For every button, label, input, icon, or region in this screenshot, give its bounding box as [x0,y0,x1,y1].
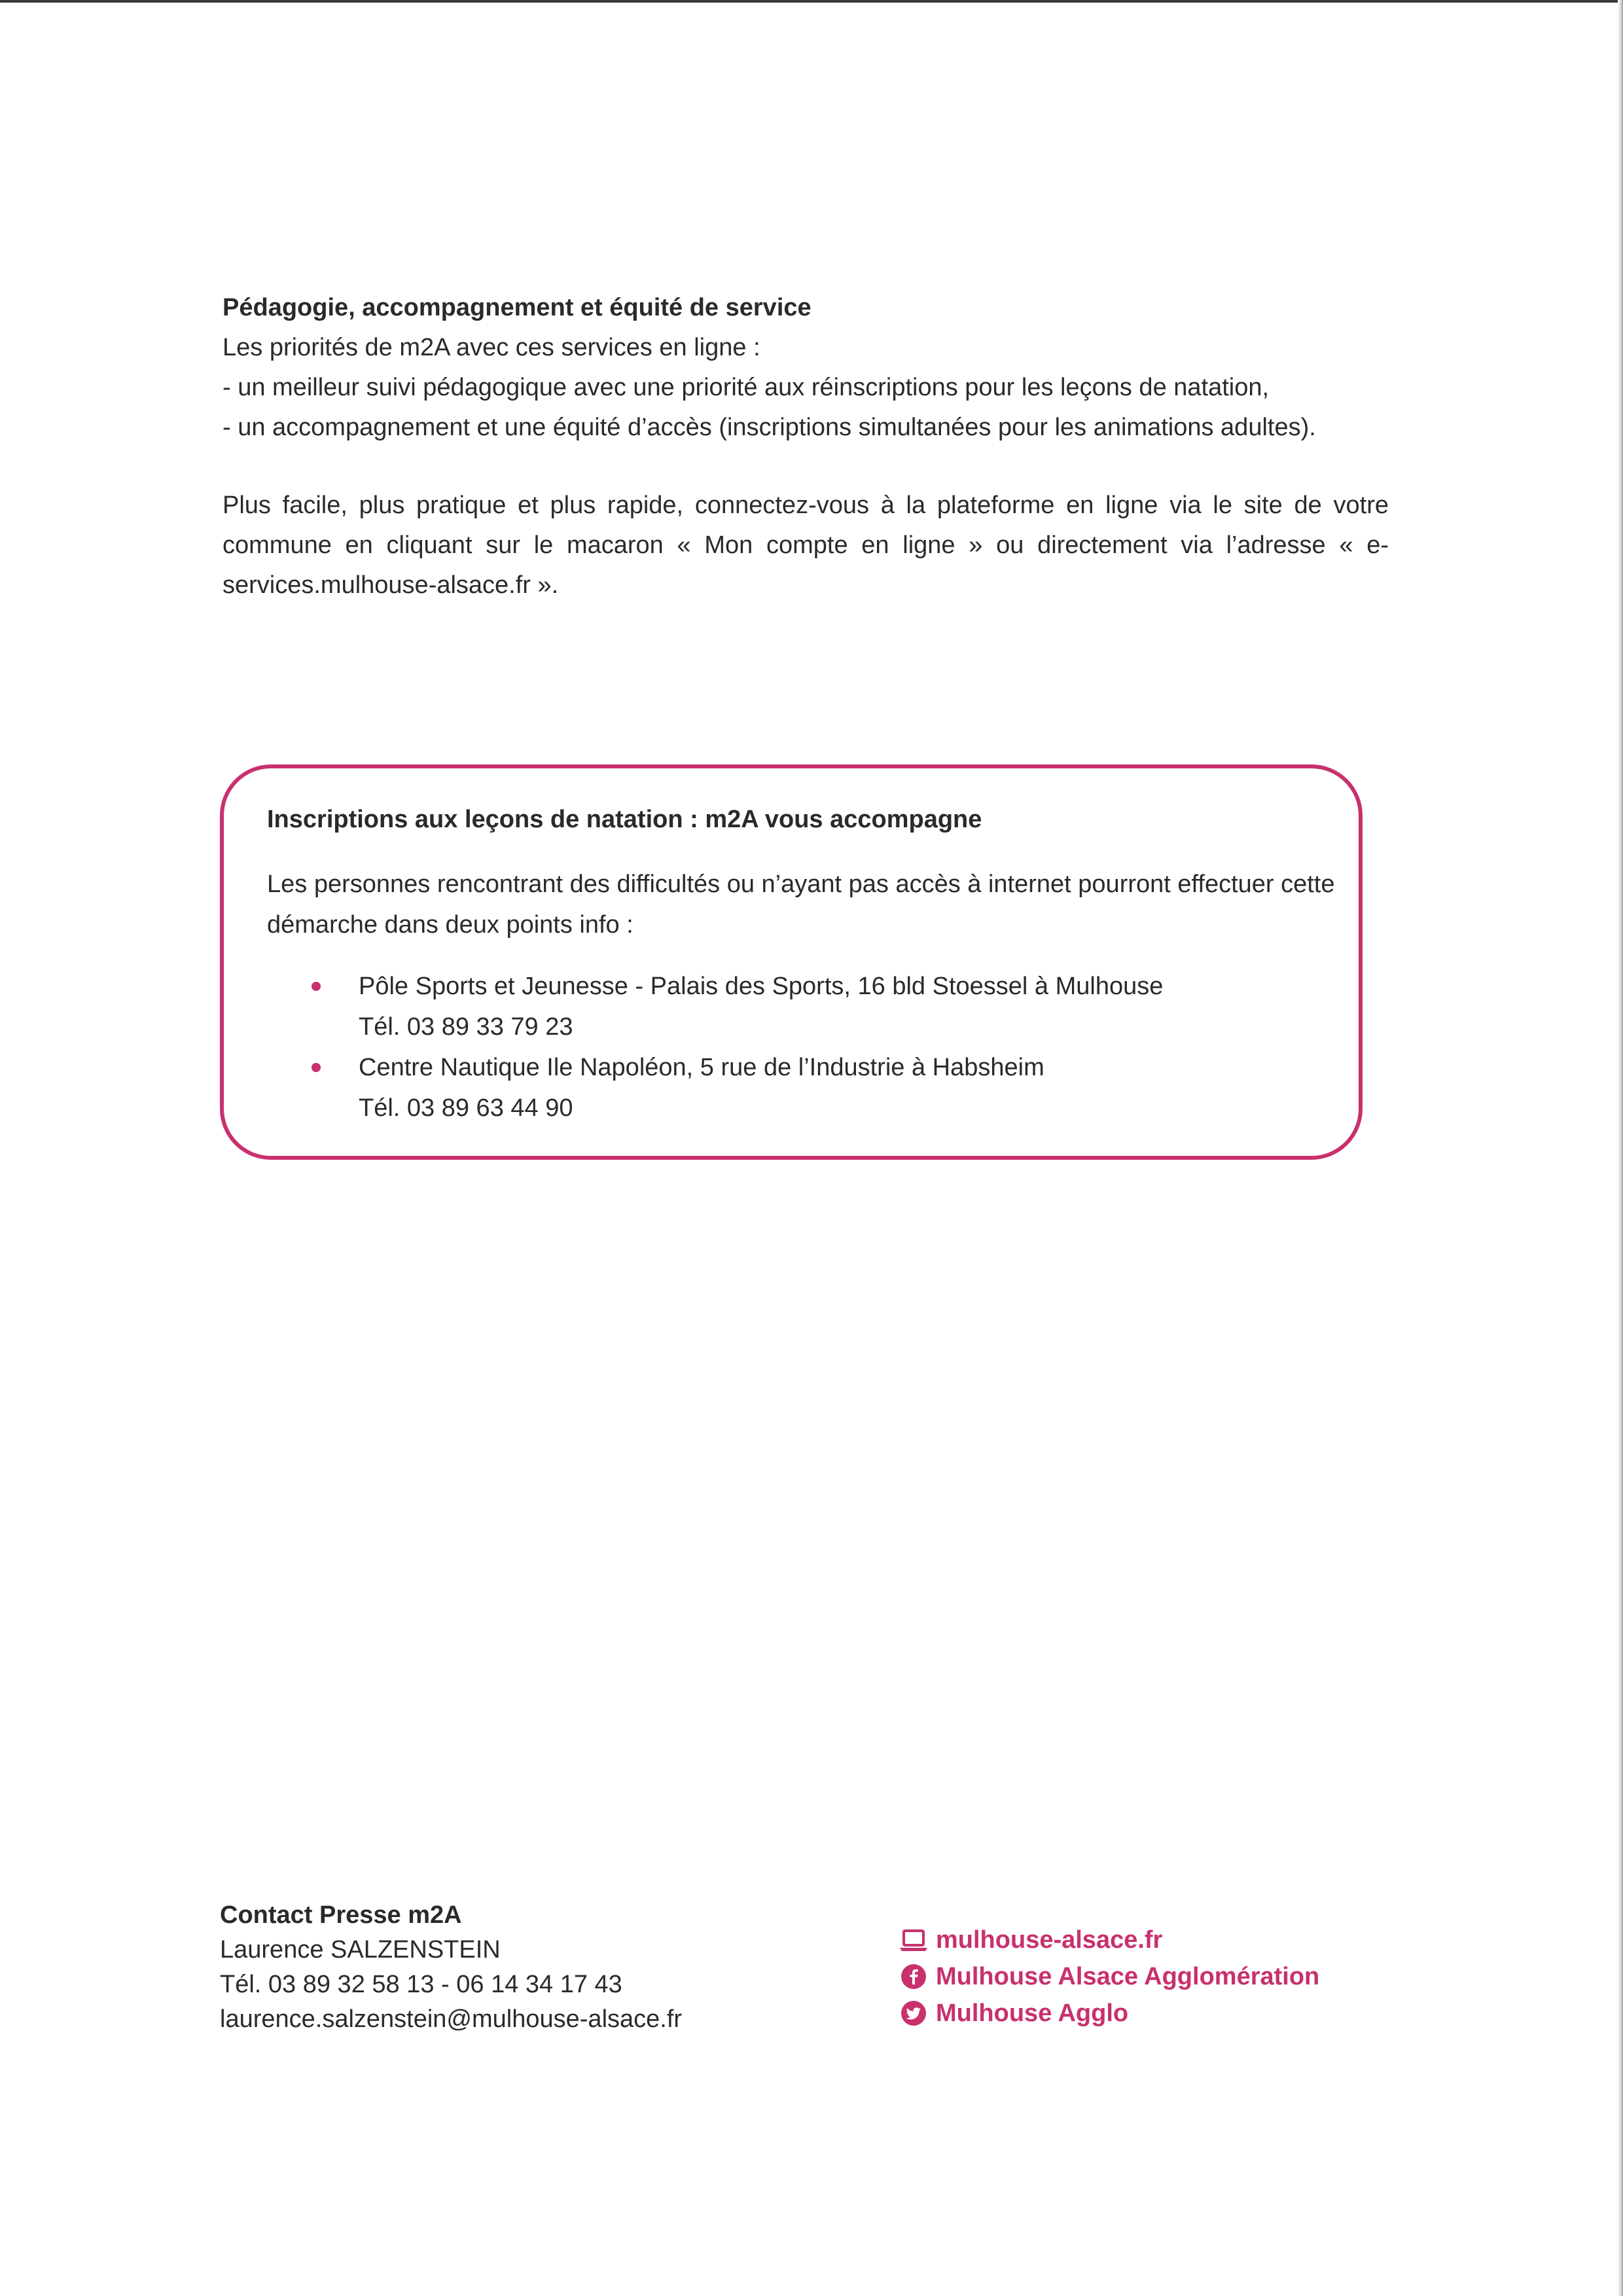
info-points-list [267,966,1163,1128]
contact-title: Contact Presse m2A [220,1901,462,1929]
info-box-title: Inscriptions aux leçons de natation : m2A vous accompagne [267,806,982,833]
list-item [267,1047,1163,1128]
info-point-place: Centre Nautique Ile Napoléon, 5 rue de l’Industrie à Habsheim [359,1054,1044,1081]
twitter-label: Mulhouse Agglo [936,2000,1129,2027]
info-point-tel: Tél. 03 89 63 44 90 [359,1094,573,1122]
press-contact [220,1898,682,2037]
section-line: Les priorités de m2A avec ces services en ligne : [223,334,760,361]
facebook-link[interactable] [898,1958,1319,1995]
website-label: mulhouse-alsace.fr [936,1926,1163,1954]
laptop-icon [898,1926,929,1954]
social-links [898,1922,1319,2032]
bullet-icon [312,1063,321,1072]
section-line: - un meilleur suivi pédagogique avec une priorité aux réinscriptions pour les leçons de natation, [223,374,1270,401]
section-line: - un accompagnement et une équité d’accès (inscriptions simultanées pour les animations adultes). [223,414,1316,441]
contact-name: Laurence SALZENSTEIN [220,1936,501,1964]
facebook-icon [898,1962,929,1991]
list-item [267,966,1163,1047]
contact-email[interactable]: laurence.salzenstein@mulhouse-alsace.fr [220,2005,683,2033]
scan-right-edge [1618,0,1623,2296]
info-point-tel: Tél. 03 89 33 79 23 [359,1013,573,1041]
website-link[interactable] [898,1922,1319,1958]
facebook-label: Mulhouse Alsace Agglomération [936,1963,1320,1990]
bullet-icon [312,982,321,991]
info-point-place: Pôle Sports et Jeunesse - Palais des Sports, 16 bld Stoessel à Mulhouse [359,973,1164,1000]
section-pedagogie [223,288,1389,448]
scan-top-edge [0,0,1623,3]
section-heading: Pédagogie, accompagnement et équité de service [223,294,812,321]
twitter-link[interactable] [898,1995,1319,2032]
contact-phone: Tél. 03 89 32 58 13 - 06 14 34 17 43 [220,1971,622,1998]
info-box-text: Les personnes rencontrant des difficultés ou n’ayant pas accès à internet pourront effectuer cette démarche dans deux points info : [267,870,1335,939]
paragraph-connect [223,486,1389,605]
twitter-icon [898,1999,929,2028]
info-box [220,764,1363,1160]
paragraph-text: Plus facile, plus pratique et plus rapide, connectez-vous à la plateforme en ligne via le site de votre commune en cliquant sur le macaron « Mon compte en ligne » ou directement via l’adresse « e-services.mulhouse-alsace.fr ». [223,492,1389,599]
